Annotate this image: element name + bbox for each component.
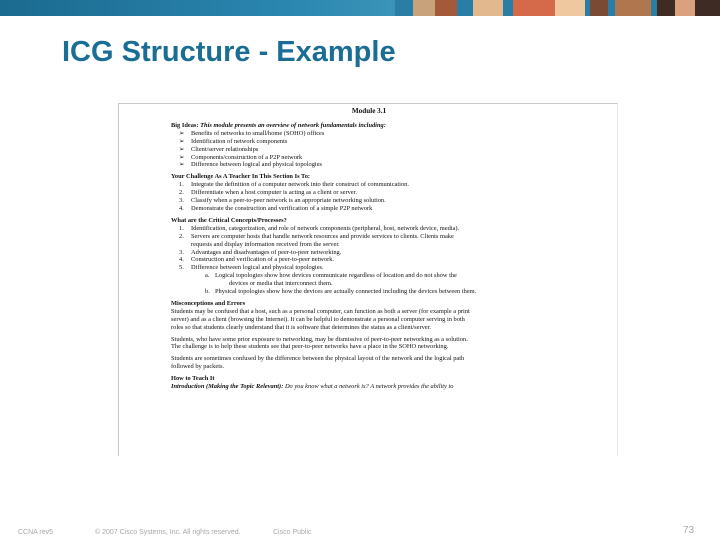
banner-photo-strip	[395, 0, 720, 16]
list-item: 4. Demonstrate the construction and verification of a simple P2P network	[179, 204, 373, 212]
list-item: ➢ Components/construction of a P2P network	[179, 153, 303, 161]
header-banner	[0, 0, 720, 16]
list-item: 3. Classify when a peer-to-peer network is an appropriate networking solution.	[179, 197, 386, 205]
how-to-teach-intro: Introduction (Making the Topic Relevant): Do you know what a network is? A network provides the ability to	[171, 383, 454, 391]
paragraph-line: Students may be confused that a host, such as a personal computer, can function as both a server (for example a print	[171, 307, 470, 315]
concepts-heading: What are the Critical Concepts/Processes?	[171, 216, 287, 224]
sub-list-item-continuation: devices or media that interconnect them.	[229, 280, 333, 288]
list-item: 2. Differentiate when a host computer is acting as a client or server.	[179, 189, 357, 197]
page-number: 73	[683, 525, 695, 536]
module-heading: Module 3.1	[351, 107, 387, 115]
challenge-heading: Your Challenge As A Teacher In This Section Is To:	[171, 173, 311, 181]
document-image	[118, 103, 618, 456]
list-item: ➢ Identification of network components	[179, 137, 288, 145]
paragraph-line: server) and as a client (browsing the Internet). It can be helpful to demonstrate a personal computer serving in both	[171, 315, 465, 323]
list-item: ➢ Benefits of networks to small/home (SOHO) offices	[179, 129, 325, 137]
banner-photo-image	[395, 0, 720, 16]
paragraph-line: Students, who have some prior exposure to networking, may be dismissive of peer-to-peer networking as a solution.	[171, 335, 468, 343]
arrow-bullet-icon: ➢	[179, 129, 185, 137]
footer-classification: Cisco Public	[273, 529, 312, 536]
sub-list-item: a. Logical topologies show how devices communicate regardless of location and do not show the	[205, 272, 457, 280]
misconceptions-heading: Misconceptions and Errors	[171, 299, 246, 307]
paragraph-line: Students are sometimes confused by the difference between the physical layout of the network and the logical path	[171, 355, 465, 363]
footer-course: CCNA rev5	[18, 529, 54, 536]
list-item: ➢ Difference between logical and physical topologies	[179, 161, 323, 169]
document-text	[171, 108, 567, 391]
arrow-bullet-icon: ➢	[179, 161, 185, 169]
big-ideas-line	[171, 122, 567, 130]
footer-copyright: © 2007 Cisco Systems, Inc. All rights reserved.	[95, 529, 241, 536]
list-item: 1. Integrate the definition of a computer network into their construct of communication.	[179, 181, 409, 189]
paragraph-line: The challenge is to help these students see that peer-to-peer networks have a place in the SOHO networking.	[171, 343, 449, 351]
how-to-teach-heading: How to Teach It	[171, 375, 215, 383]
list-item: 3. Advantages and disadvantages of peer-to-peer networking.	[179, 248, 342, 256]
paragraph-line: roles so that students clearly understand that it is software that determines the status as a client/server.	[171, 323, 431, 331]
big-ideas-heading: Big Ideas:	[171, 121, 199, 129]
page-title: ICG Structure - Example	[62, 36, 396, 68]
list-item: 2. Servers are computer hosts that handle network resources and provide services to clients. Clients make	[179, 232, 454, 240]
list-item: 4. Construction and verification of a peer-to-peer network.	[179, 256, 335, 264]
big-ideas-intro: This module presents an overview of network fundamentals including:	[200, 121, 386, 129]
arrow-bullet-icon: ➢	[179, 145, 185, 153]
arrow-bullet-icon: ➢	[179, 153, 185, 161]
list-item: 5. Difference between logical and physical topologies.	[179, 264, 324, 272]
sub-list-item: b. Physical topologies show how the devices are actually connected including the devices between them.	[205, 288, 477, 296]
list-item: ➢ Client/server relationships	[179, 145, 259, 153]
list-item: 1. Identification, categorization, and role of network components (peripheral, host, network device, media).	[179, 224, 460, 232]
arrow-bullet-icon: ➢	[179, 137, 185, 145]
list-item-continuation: requests and display information received from the server.	[191, 240, 340, 248]
paragraph-line: followed by packets.	[171, 363, 225, 371]
